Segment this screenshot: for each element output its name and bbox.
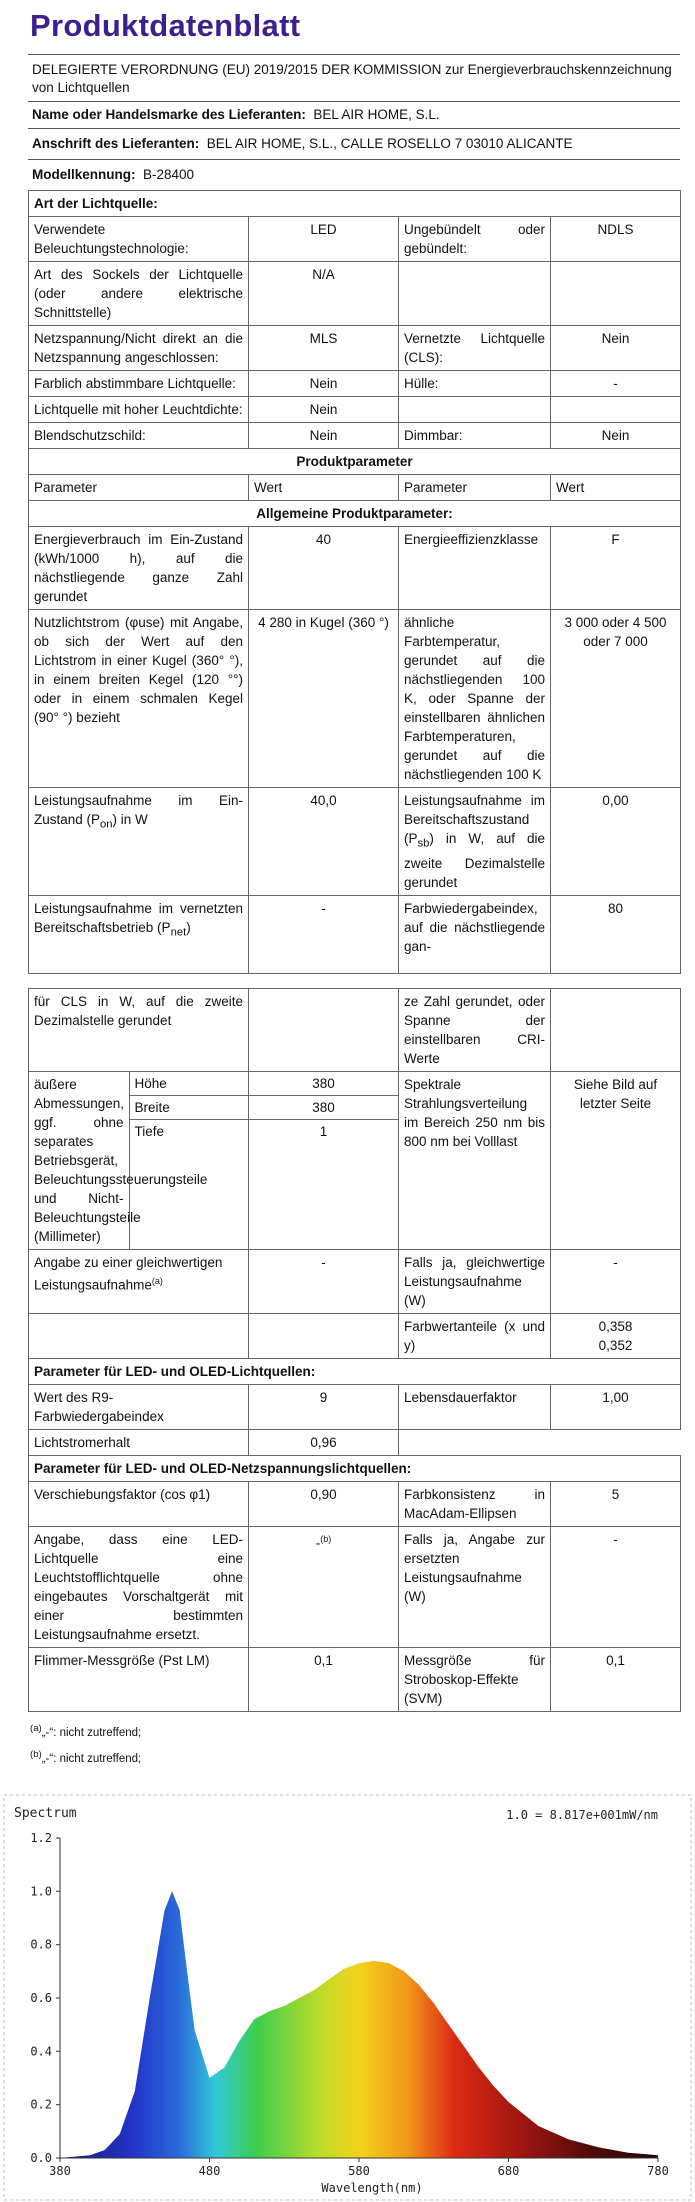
type-value: Nein [249, 397, 399, 423]
column-header-row [29, 475, 681, 501]
param-value: - [249, 895, 399, 973]
type-value [551, 262, 681, 326]
light-source-type-heading: Art der Lichtquelle: [29, 191, 681, 217]
param-row [29, 895, 681, 973]
footnote: $^{(a)}$„-“: nicht zutreffend; [30, 1722, 142, 1739]
type-label: Art des Sockels der Lichtquelle (oder andere elektrische Schnittstelle) [29, 262, 249, 326]
x-axis-label: Wavelength(nm) [321, 2181, 423, 2195]
param-row [29, 1249, 681, 1313]
param-value: 0,1 [551, 1647, 681, 1711]
supplier-label: Name oder Handelsmarke des Lieferanten: [32, 107, 306, 122]
y-tick-label: 0.0 [30, 2151, 52, 2165]
type-row [29, 262, 681, 326]
column-header: Wert [551, 475, 681, 501]
param-value: 80 [551, 895, 681, 973]
product-params-heading: Produktparameter [29, 449, 681, 475]
datasheet-table [28, 190, 681, 1712]
param-label: Energieeffizienzklasse [399, 527, 551, 610]
param-label: ze Zahl gerundet, oder Spanne der einstellbaren CRI-Werte [399, 988, 551, 1071]
x-tick-label: 480 [198, 2164, 221, 2178]
address-row [28, 128, 680, 159]
footnote: $^{(b)}$„-“: nicht zutreffend; [30, 1748, 142, 1765]
param-label: Farbwiedergabeindex, auf die nächstliegende gan- [399, 895, 551, 973]
model-value: B-28400 [143, 167, 195, 182]
param-label: Spektrale Strahlungsverteilung im Bereich 250 nm bis 800 nm bei Volllast [399, 1071, 551, 1249]
param-label: Nutzlichtstrom (φuse) mit Angabe, ob sich der Wert auf den Lichtstrom in einer Kugel (360° °), in einem breiten Kegel (120 °°) oder in einem schmalen Kegel (90° °) bezieht [29, 610, 249, 788]
type-label: Vernetzte Lichtquelle (CLS): [399, 326, 551, 371]
spectrum-chart [0, 1793, 695, 2202]
type-label [399, 262, 551, 326]
x-tick-label: 380 [49, 2164, 71, 2178]
type-row [29, 217, 681, 262]
type-value: LED [249, 217, 399, 262]
param-row [29, 1481, 681, 1526]
param-label: Energieverbrauch im Ein-Zustand (kWh/1000 h), auf die nächstliegende ganze Zahl gerundet [29, 527, 249, 610]
dimensions-cell [29, 1071, 249, 1249]
type-value: - [551, 371, 681, 397]
param-value: F [551, 527, 681, 610]
param-value: 0,90 [249, 1481, 399, 1526]
param-row [29, 527, 681, 610]
param-label: ähnliche Farbtemperatur, gerundet auf die nächstliegenden 100 K, oder Spanne der einstellbaren ähnlichen Farbtemperaturen, gerundet auf die nächstliegenden 100 K [399, 610, 551, 788]
dimensions-values [249, 1071, 399, 1249]
dimension-key: Breite [130, 1096, 249, 1120]
param-row [29, 1647, 681, 1711]
type-label: Lichtquelle mit hoher Leuchtdichte: [29, 397, 249, 423]
param-label: Farbwertanteile (x und y) [399, 1313, 551, 1358]
type-label: Netzspannung/Nicht direkt an die Netzspannung angeschlossen: [29, 326, 249, 371]
type-value [551, 397, 681, 423]
param-row [29, 1429, 681, 1455]
supplier-row [28, 101, 680, 128]
column-header: Parameter [399, 475, 551, 501]
param-label: Verschiebungsfaktor (cos φ1) [29, 1481, 249, 1526]
param-value [551, 988, 681, 1071]
type-value: Nein [551, 423, 681, 449]
param-value: 4 280 in Kugel (360 °) [249, 610, 399, 788]
param-label: Leistungsaufnahme im Ein-Zustand $(P_{on})$ in W [29, 788, 249, 896]
param-value: - [551, 1249, 681, 1313]
param-value: 40,0 [249, 788, 399, 896]
type-value: NDLS [551, 217, 681, 262]
param-row [29, 1384, 681, 1429]
type-value: N/A [249, 262, 399, 326]
param-value [249, 988, 399, 1071]
chart-scale-note: 1.0 = 8.817e+001mW/nm [506, 1808, 658, 1822]
dimension-value: 380 [249, 1096, 398, 1120]
dimension-value: 1 [319, 1123, 328, 1139]
supplier-value: BEL AIR HOME, S.L. [313, 107, 440, 122]
type-label: Dimmbar: [399, 423, 551, 449]
param-value: 9 [249, 1384, 399, 1429]
param-value: 0,358 0,352 [551, 1313, 681, 1358]
y-tick-label: 1.0 [30, 1884, 52, 1899]
y-tick-label: 0.6 [30, 1991, 52, 2005]
type-value: Nein [249, 423, 399, 449]
type-row [29, 371, 681, 397]
param-label: Flimmer-Messgröße (Pst LM) [29, 1647, 249, 1711]
param-value: 3 000 oder 4 500 oder 7 000 [551, 610, 681, 788]
dimension-value: 380 [249, 1072, 398, 1096]
param-value: -$^{(b)}$ [249, 1526, 399, 1647]
empty-cell [399, 1429, 551, 1455]
empty-cell [249, 1313, 399, 1358]
type-label: Hülle: [399, 371, 551, 397]
y-tick-label: 1.2 [30, 1831, 52, 1845]
footnotes [28, 1718, 680, 1770]
param-label: Lebensdauerfaktor [399, 1384, 551, 1429]
mls-params-heading: Parameter für LED- und OLED-Netzspannungslichtquellen: [29, 1455, 681, 1481]
dimensions-row [29, 1071, 681, 1249]
type-label: Farblich abstimmbare Lichtquelle: [29, 371, 249, 397]
param-value: 0,1 [249, 1647, 399, 1711]
param-value: 0,96 [249, 1429, 399, 1455]
param-row [29, 1526, 681, 1647]
type-label: Verwendete Beleuchtungstechnologie: [29, 217, 249, 262]
param-label: Lichtstromerhalt [29, 1429, 249, 1455]
type-row [29, 326, 681, 371]
x-tick-label: 580 [348, 2164, 370, 2178]
y-tick-label: 0.4 [30, 2044, 52, 2059]
param-label: Messgröße für Stroboskop-Effekte (SVM) [399, 1647, 551, 1711]
param-label: Leistungsaufnahme im vernetzten Bereitschaftsbetrieb $(P_{net})$ [29, 895, 249, 973]
column-header: Wert [249, 475, 399, 501]
page-title: Produktdatenblatt [30, 8, 301, 43]
param-row [29, 988, 681, 1071]
param-label: Falls ja, Angabe zur ersetzten Leistungsaufnahme (W) [399, 1526, 551, 1647]
param-value: 1,00 [551, 1384, 681, 1429]
type-label: Ungebündelt oder gebündelt: [399, 217, 551, 262]
type-value: Nein [551, 326, 681, 371]
regulation-text: DELEGIERTE VERORDNUNG (EU) 2019/2015 DER KOMMISSION zur Energieverbrauchskennzeichnung von Lichtquellen [28, 54, 680, 101]
x-tick-label: 780 [647, 2164, 669, 2178]
model-row [28, 159, 680, 190]
empty-cell [29, 1313, 249, 1358]
product-datasheet [28, 8, 680, 1769]
dimension-key: Höhe [130, 1072, 249, 1096]
y-tick-label: 0.8 [30, 1937, 52, 1952]
param-label: Falls ja, gleichwertige Leistungsaufnahme (W) [399, 1249, 551, 1313]
chart-title: Spectrum [14, 1806, 77, 1821]
param-value: 5 [551, 1481, 681, 1526]
param-value: - [249, 1249, 399, 1313]
type-row [29, 397, 681, 423]
param-row [29, 1313, 681, 1358]
param-label: Wert des R9-Farbwiedergabeindex [29, 1384, 249, 1429]
dimension-key: Tiefe [134, 1123, 165, 1139]
address-value: BEL AIR HOME, S.L., CALLE ROSELLO 7 03010 ALICANTE [206, 136, 573, 151]
y-tick-label: 0.2 [30, 2097, 52, 2112]
param-label: für CLS in W, auf die zweite Dezimalstelle gerundet [29, 988, 249, 1071]
empty-cell [551, 1429, 681, 1455]
param-label: Leistungsaufnahme im Bereitschaftszustand $(P_{sb})$ in W, auf die zweite Dezimalstelle gerundet [399, 788, 551, 896]
address-label: Anschrift des Lieferanten: [32, 136, 200, 151]
param-row [29, 788, 681, 896]
param-value: 40 [249, 527, 399, 610]
led-params-heading: Parameter für LED- und OLED-Lichtquellen: [29, 1358, 681, 1384]
x-tick-label: 680 [497, 2164, 520, 2178]
param-value: Siehe Bild auf letzter Seite [551, 1071, 681, 1249]
type-label [399, 397, 551, 423]
param-value: - [551, 1526, 681, 1647]
type-value: MLS [249, 326, 399, 371]
type-value: Nein [249, 371, 399, 397]
type-row [29, 423, 681, 449]
model-label: Modellkennung: [32, 167, 136, 182]
param-value: 0,00 [551, 788, 681, 896]
param-label: Angabe, dass eine LED-Lichtquelle eine Leuchtstofflichtquelle ohne eingebautes Vorschaltgerät mit einer bestimmten Leistungsaufnahme ersetzt. [29, 1526, 249, 1647]
param-row [29, 610, 681, 788]
param-label: äußere Abmessungen, ggf. ohne separates Betriebsgerät, Beleuchtungssteuerungsteile und Nicht-Beleuchtungsteile (Millimeter) [29, 1072, 129, 1249]
column-header: Parameter [29, 475, 249, 501]
general-params-heading: Allgemeine Produktparameter: [29, 501, 681, 527]
param-label: Angabe zu einer gleichwertigen Leistungsaufnahme$^{(a)}$ [29, 1249, 249, 1313]
type-label: Blendschutzschild: [29, 423, 249, 449]
param-label: Farbkonsistenz in MacAdam-Ellipsen [399, 1481, 551, 1526]
